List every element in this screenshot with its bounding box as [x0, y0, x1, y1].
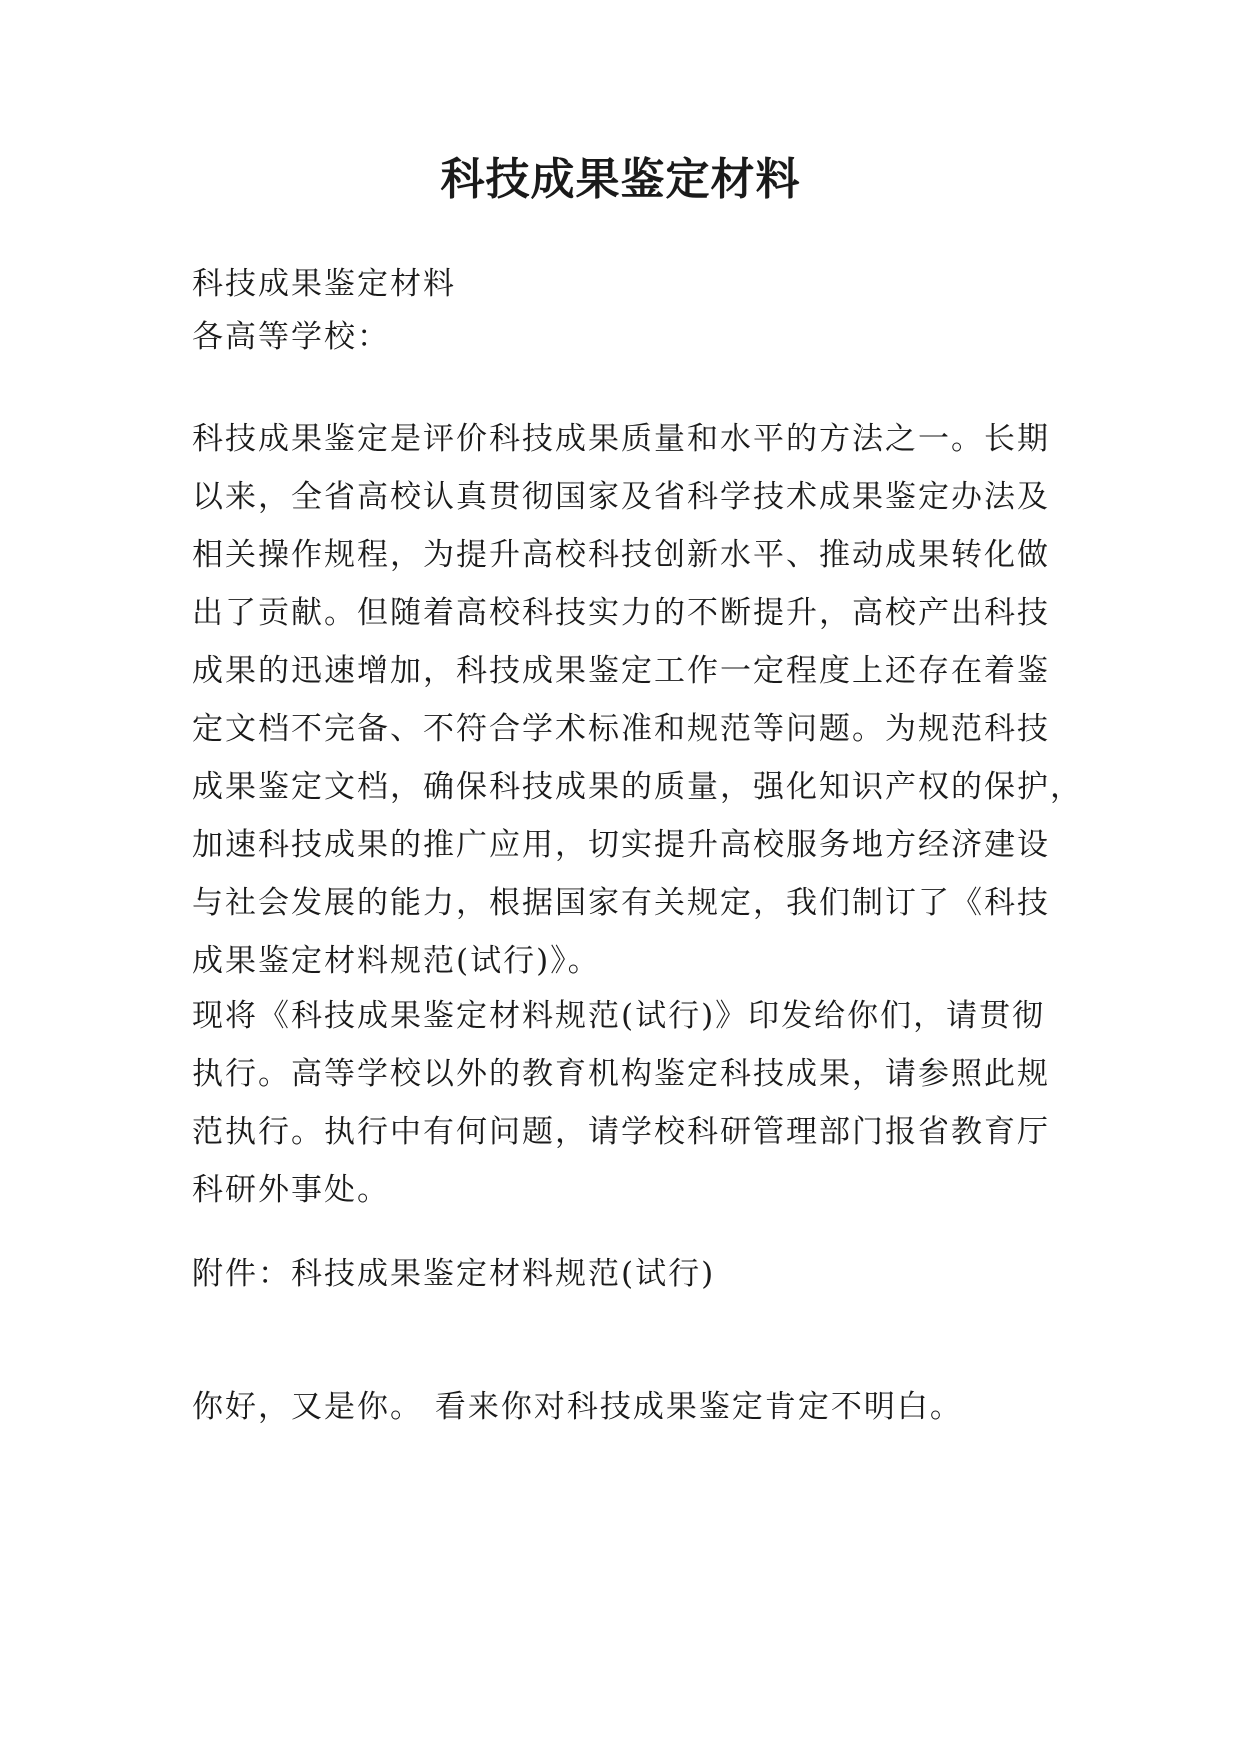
paragraph-1-line: 相关操作规程，为提升高校科技创新水平、推动成果转化做: [192, 537, 1050, 573]
paragraph-1-line: 成果鉴定文档，确保科技成果的质量，强化知识产权的保护，: [192, 769, 1083, 805]
attachment-note: 附件：科技成果鉴定材料规范(试行): [192, 1256, 716, 1292]
paragraph-2-line: 科研外事处。: [192, 1172, 390, 1208]
paragraph-1-line: 加速科技成果的推广应用，切实提升高校服务地方经济建设: [192, 827, 1050, 863]
paragraph-2-line: 执行。高等学校以外的教育机构鉴定科技成果，请参照此规: [192, 1056, 1050, 1092]
paragraph-1-line: 以来，全省高校认真贯彻国家及省科学技术成果鉴定办法及: [192, 479, 1050, 515]
paragraph-1-line: 成果鉴定材料规范(试行)》。: [192, 943, 601, 979]
paragraph-1-line: 与社会发展的能力，根据国家有关规定，我们制订了《科技: [192, 885, 1050, 921]
salutation: 各高等学校：: [192, 319, 390, 355]
paragraph-1: [192, 410, 1083, 990]
paragraph-1-line: 出了贡献。但随着高校科技实力的不断提升，高校产出科技: [192, 595, 1050, 631]
paragraph-2-line: 现将《科技成果鉴定材料规范(试行)》印发给你们，请贯彻: [192, 998, 1046, 1034]
paragraph-1-line: 成果的迅速增加，科技成果鉴定工作一定程度上还存在着鉴: [192, 653, 1050, 689]
document-title: 科技成果鉴定材料: [440, 154, 801, 205]
paragraph-1-line: 定文档不完备、不符合学术标准和规范等问题。为规范科技: [192, 711, 1050, 747]
paragraph-2: [192, 987, 1056, 1219]
paragraph-1-line: 科技成果鉴定是评价科技成果质量和水平的方法之一。长期: [192, 421, 1050, 457]
paragraph-2-line: 范执行。执行中有何问题，请学校科研管理部门报省教育厅: [192, 1114, 1050, 1150]
closing-remark: 你好，又是你。 看来你对科技成果鉴定肯定不明白。: [192, 1389, 963, 1425]
document-subtitle: 科技成果鉴定材料: [192, 266, 456, 302]
